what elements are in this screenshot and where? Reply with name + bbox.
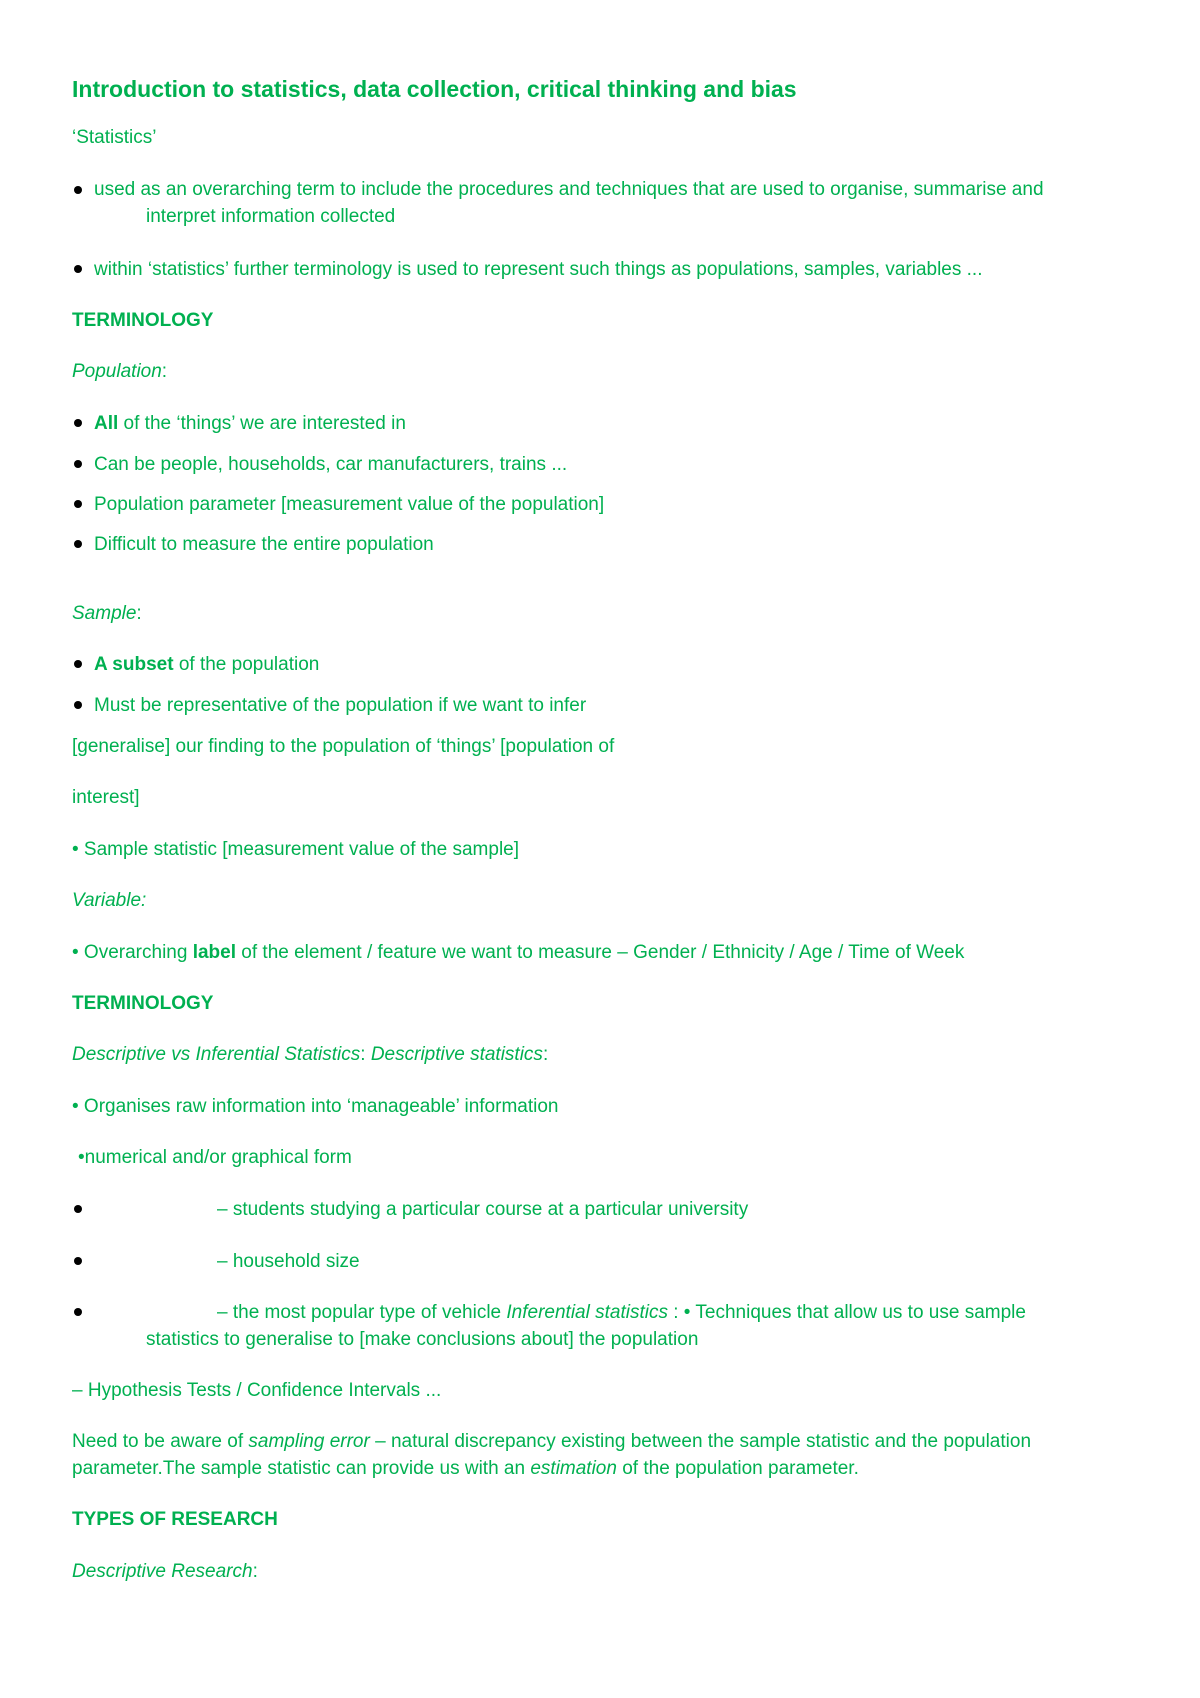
- bullet-icon: [74, 460, 82, 468]
- terminology-heading: TERMINOLOGY: [72, 310, 214, 331]
- descriptive-inferential-heading: Descriptive vs Inferential Statistics: Descriptive statistics:: [72, 1044, 549, 1065]
- bullet-icon: [74, 701, 82, 709]
- sample-bullet-1: A subset of the population: [94, 654, 320, 675]
- sample-bullet-2: Must be representative of the population if we want to infer: [94, 695, 587, 716]
- types-of-research-heading: TYPES OF RESEARCH: [72, 1509, 278, 1530]
- descriptive-dash-3: – the most popular type of vehicle Inferential statistics : • Techniques that allow us to use sample: [217, 1302, 1026, 1323]
- sampling-error-line-2: parameter.The sample statistic can provide us with an estimation of the population parameter.: [72, 1458, 859, 1479]
- sample-line-5: • Sample statistic [measurement value of the sample]: [72, 839, 520, 860]
- variable-line: • Overarching label of the element / feature we want to measure – Gender / Ethnicity / Age / Time of Week: [72, 942, 965, 963]
- descriptive-line-1: • Organises raw information into ‘manageable’ information: [72, 1096, 559, 1117]
- sampling-error-line-1: Need to be aware of sampling error – natural discrepancy existing between the sample statistic and the population: [72, 1431, 1032, 1452]
- terminology-heading-2: TERMINOLOGY: [72, 993, 214, 1014]
- bullet-icon: [74, 1257, 82, 1265]
- stats-bullet-2: within ‘statistics’ further terminology is used to represent such things as populations, samples, variables ...: [94, 259, 983, 280]
- bullet-icon: [74, 419, 82, 427]
- descriptive-research-heading: Descriptive Research:: [72, 1561, 258, 1582]
- population-bullet-3: Population parameter [measurement value of the population]: [94, 494, 605, 515]
- population-heading: Population:: [72, 361, 168, 382]
- bullet-icon: [74, 540, 82, 548]
- bullet-icon: [74, 1205, 82, 1213]
- sample-heading: Sample:: [72, 603, 142, 624]
- document-title: Introduction to statistics, data collection, critical thinking and bias: [72, 76, 797, 102]
- bullet-icon: [74, 265, 82, 273]
- hypothesis-line: – Hypothesis Tests / Confidence Intervals ...: [72, 1380, 442, 1401]
- stats-bullet-1-cont: interpret information collected: [146, 206, 396, 227]
- descriptive-dash-1: – students studying a particular course at a particular university: [217, 1199, 749, 1220]
- sample-line-3: [generalise] our finding to the population of ‘things’ [population of: [72, 736, 615, 757]
- population-bullet-2: Can be people, households, car manufacturers, trains ...: [94, 454, 568, 475]
- bullet-icon: [74, 1308, 82, 1316]
- population-bullet-4: Difficult to measure the entire population: [94, 534, 434, 555]
- statistics-label: ‘Statistics’: [72, 127, 157, 148]
- descriptive-dash-2: – household size: [217, 1251, 360, 1272]
- stats-bullet-1: used as an overarching term to include the procedures and techniques that are used to organise, summarise and: [94, 179, 1044, 200]
- variable-heading: Variable:: [72, 890, 147, 911]
- descriptive-line-2: •numerical and/or graphical form: [78, 1147, 352, 1168]
- descriptive-dash-3-cont: statistics to generalise to [make conclusions about] the population: [146, 1329, 699, 1350]
- bullet-icon: [74, 186, 82, 194]
- bullet-icon: [74, 500, 82, 508]
- bullet-icon: [74, 660, 82, 668]
- population-bullet-1: All of the ‘things’ we are interested in: [94, 413, 406, 434]
- sample-line-4: interest]: [72, 787, 140, 808]
